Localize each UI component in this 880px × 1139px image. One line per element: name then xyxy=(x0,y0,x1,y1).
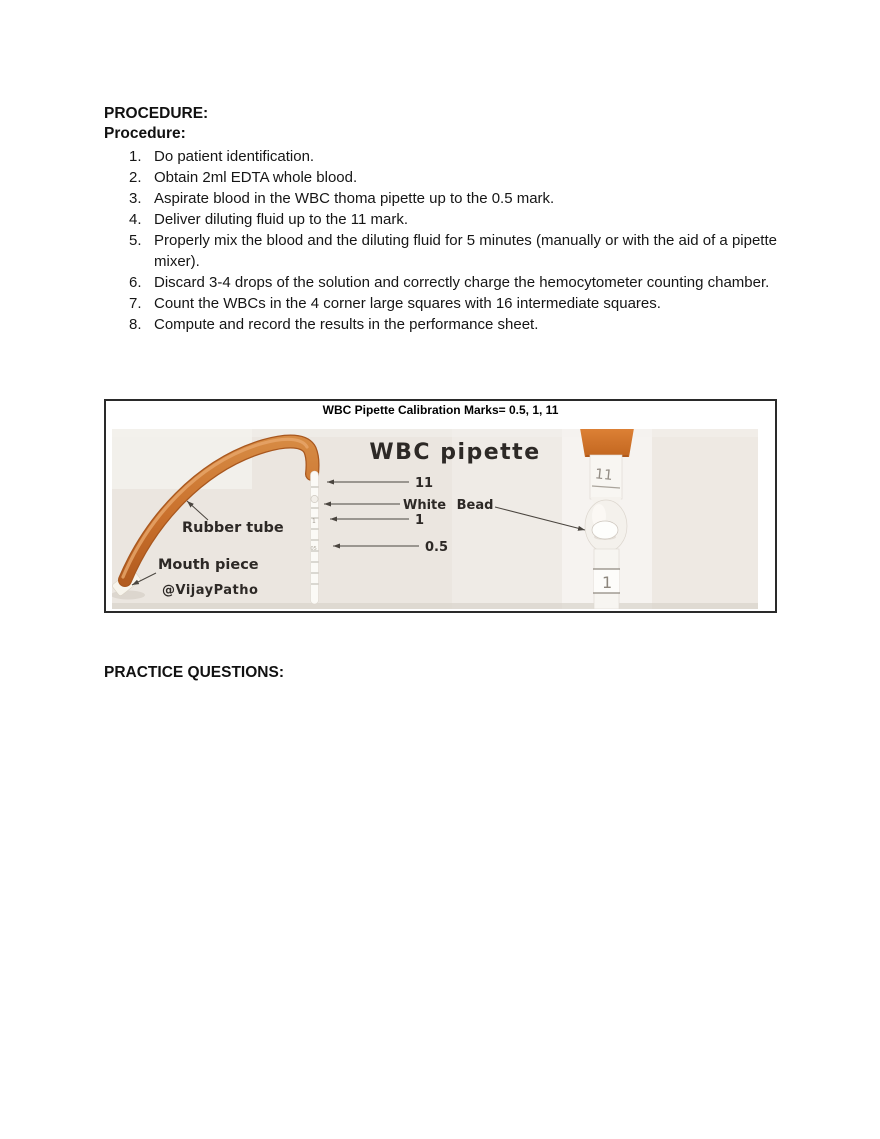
pipette-figure-frame xyxy=(104,399,777,613)
step-text: Compute and record the results in the performance sheet. xyxy=(154,316,539,333)
label-rubber-tube: Rubber tube xyxy=(182,520,284,536)
procedure-title: PROCEDURE: xyxy=(104,105,209,122)
closeup-orange-cap xyxy=(580,429,634,457)
list-item xyxy=(104,230,777,272)
label-mark-1: 1 xyxy=(415,513,425,528)
procedure-headings xyxy=(104,104,777,144)
step-number: 4. xyxy=(129,211,142,228)
procedure-subtitle: Procedure: xyxy=(104,125,186,142)
practice-questions-section xyxy=(104,663,777,683)
list-item xyxy=(104,314,777,335)
step-text: Deliver diluting fluid up to the 11 mark. xyxy=(154,211,409,228)
step-number: 8. xyxy=(129,316,142,333)
white-bead xyxy=(311,495,318,502)
closeup-white-bead xyxy=(592,521,618,539)
list-item xyxy=(104,146,777,167)
step-text: Discard 3-4 drops of the solution and correctly charge the hemocytometer counting chamber. xyxy=(154,274,770,291)
watermark-text: @VijayPatho xyxy=(162,583,259,598)
wbc-pipette-photo xyxy=(112,429,758,609)
step-text: Aspirate blood in the WBC thoma pipette up to the 0.5 mark. xyxy=(154,190,555,207)
photo-title: WBC pipette xyxy=(369,440,541,465)
step-number: 7. xyxy=(129,295,142,312)
label-mark-05: 0.5 xyxy=(425,540,449,555)
closeup-mark-11: 11 xyxy=(594,466,614,485)
list-item xyxy=(104,293,777,314)
step-text: Count the WBCs in the 4 corner large squares with 16 intermediate squares. xyxy=(154,295,661,312)
list-item xyxy=(104,209,777,230)
step-text: Obtain 2ml EDTA whole blood. xyxy=(154,169,358,186)
pipette-print-05: 05 xyxy=(310,546,317,552)
label-mark-11: 11 xyxy=(415,476,434,491)
step-number: 6. xyxy=(129,274,142,291)
practice-questions-title: PRACTICE QUESTIONS: xyxy=(104,664,284,681)
pipette-print-1: 1 xyxy=(312,518,316,525)
step-number: 3. xyxy=(129,190,142,207)
label-mouth-piece: Mouth piece xyxy=(158,557,259,573)
figure-caption: WBC Pipette Calibration Marks= 0.5, 1, 11 xyxy=(322,403,559,417)
list-item xyxy=(104,167,777,188)
step-text: Properly mix the blood and the diluting fluid for 5 minutes (manually or with the aid of a pipette mixer). xyxy=(154,232,777,270)
list-item xyxy=(104,272,777,293)
closeup-mark-1: 1 xyxy=(602,573,613,592)
procedure-steps-list xyxy=(104,146,777,335)
label-white-bead: White Bead xyxy=(403,498,494,513)
step-text: Do patient identification. xyxy=(154,148,315,165)
step-number: 5. xyxy=(129,232,142,249)
list-item xyxy=(104,188,777,209)
step-number: 1. xyxy=(129,148,142,165)
step-number: 2. xyxy=(129,169,142,186)
thoma-pipette xyxy=(311,471,319,604)
